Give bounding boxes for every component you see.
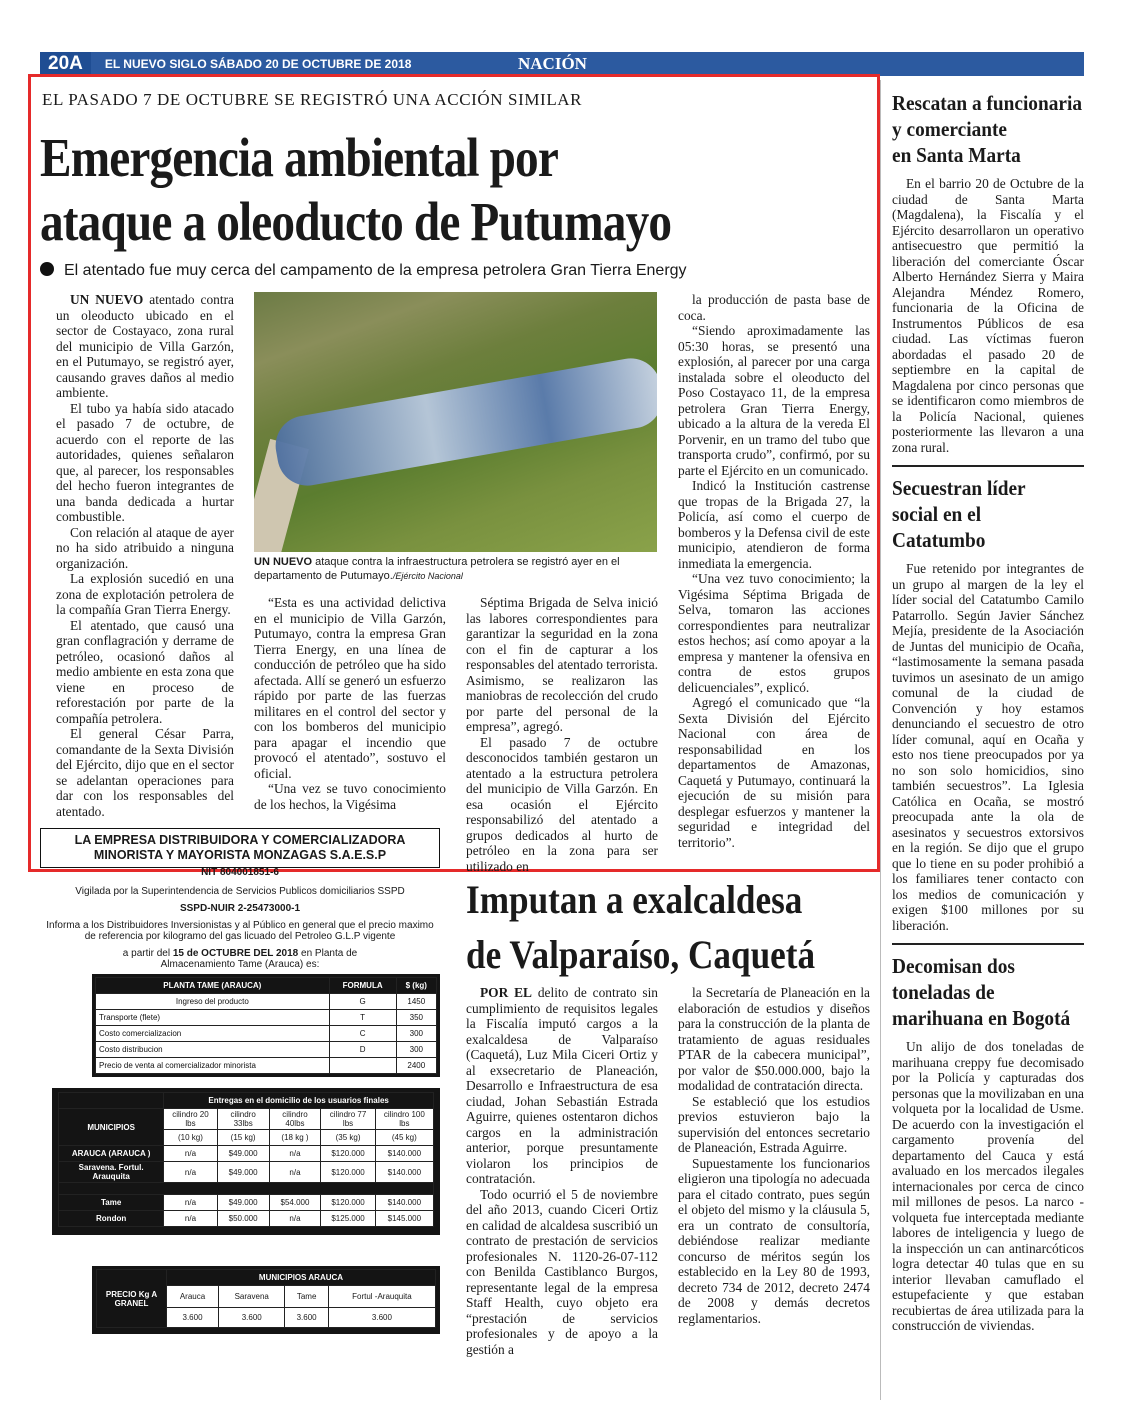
table-cell: cilindro 77 lbs	[321, 1109, 375, 1130]
table-cell: 1450	[396, 994, 436, 1010]
table-cell: Arauca	[167, 1286, 219, 1308]
table-cell: $50.000	[217, 1211, 269, 1227]
table-cell: 350	[396, 1010, 436, 1026]
paragraph: El atentado, que causó una gran conflagración y derrame de petróleo, ocasionó daños al medio ambiente en esta zona que viene en proceso de reforestación por parte de la compañía petrolera.	[56, 617, 234, 726]
table-row	[96, 994, 437, 1010]
sidebar-story-3	[892, 953, 1084, 1334]
table-cell	[329, 1058, 396, 1074]
ad-line-6: Almacenamiento Tame (Arauca) es:	[160, 959, 320, 970]
caption-lead: UN NUEVO	[254, 556, 313, 568]
paragraph: El general César Parra, comandante de la Sexta División del Ejército, dijo que en el sector se adelantan operaciones para dar con los responsables del atentado.	[56, 726, 234, 819]
table-row	[96, 1026, 437, 1042]
paragraph: El pasado 7 de octubre desconocidos también gestaron un atentado a la estructura petrolera del municipio de Villa Garzón. En esa ocasión el Ejército responsabilizó del atentado a grupos dedicados al hurto de petróleo en la zona para ser utilizado en	[466, 734, 658, 874]
table-cell: $120.000	[321, 1162, 375, 1183]
table-cell: 3.600	[328, 1308, 435, 1328]
table-cell: (15 kg)	[217, 1130, 269, 1146]
paragraph: la producción de pasta base de coca.	[678, 292, 870, 323]
sidebar-separator	[892, 943, 1084, 945]
table-cell: C	[329, 1026, 396, 1042]
table-cell: Saravena. Fortul. Arauquita	[59, 1162, 164, 1183]
table-cell: n/a	[269, 1162, 321, 1183]
paragraph: Séptima Brigada de Selva inició las labores correspondientes para garantizar la seguridad en la zona con el fin de capturar a los responsables del atentado terrorista. Asimismo, se realizaron las maniobras de recolección del crudo por parte del personal de la empresa”, agregó.	[466, 595, 658, 734]
table-cell	[59, 1183, 434, 1195]
table-cell: n/a	[164, 1211, 217, 1227]
paragraph: Todo ocurrió el 5 de noviembre del año 2013, cuando Ciceri Ortiz en calidad de alcaldesa suscribió un contrato de prestación de servicios profesionales N. 1120-26-07-112 con Benilda Castiblanco Burgos, representante legal de la empresa Staff Health, cuyo objeto era “prestación de servicios profesionales y de apoyo a la gestión a	[466, 1186, 658, 1357]
table-row	[96, 1010, 437, 1026]
table-cell: Saravena	[219, 1286, 285, 1308]
column-divider	[880, 80, 881, 1400]
table-cell: Tame	[285, 1286, 328, 1308]
table-cell: Costo comercializacion	[96, 1026, 330, 1042]
article-photo	[254, 292, 657, 552]
table-cell: cilindro 33lbs	[217, 1109, 269, 1130]
table-cell: $140.000	[375, 1146, 433, 1162]
sidebar-story-2	[892, 475, 1084, 933]
table-cell: $145.000	[375, 1211, 433, 1227]
table-cell: $125.000	[321, 1211, 375, 1227]
ad-heading-2: MINORISTA Y MAYORISTA MONZAGAS S.A.E.S.P	[93, 848, 387, 862]
ad-line-4: de referencia por kilogramo del gas licuado del Petroleo G.L.P vigente	[84, 931, 396, 942]
second-headline-line-1: Imputan a exalcaldesa	[466, 877, 803, 922]
table-cell: cilindro 20 lbs	[164, 1109, 217, 1130]
table-cell: Fortul -Arauquita	[328, 1286, 435, 1308]
sidebar-separator	[892, 465, 1084, 467]
paragraph: “Una vez tuvo conocimiento; la Vigésima Séptima Brigada de Selva, tomaron las acciones correspondientes para neutralizar estos hechos; así como apoyar a la empresa y mantener la ofensiva en contra de estos grupos delicuenciales”, explicó.	[678, 571, 870, 695]
table-cell: (18 kg )	[269, 1130, 321, 1146]
kicker: EL PASADO 7 DE OCTUBRE SE REGISTRÓ UNA ACCIÓN SIMILAR	[42, 90, 583, 109]
table-row	[59, 1195, 434, 1211]
table-row	[96, 1058, 437, 1074]
table-cell: FORMULA	[329, 978, 396, 994]
table-cell: cilindro 100 lbs	[375, 1109, 433, 1130]
second-headline-line-2: de Valparaíso, Caquetá	[466, 932, 816, 977]
article-column-4	[678, 292, 870, 850]
headline-line-1: Emergencia ambiental por	[40, 127, 558, 188]
ad-heading-1: LA EMPRESA DISTRIBUIDORA Y COMERCIALIZADORA	[74, 833, 406, 847]
table-cell: G	[329, 994, 396, 1010]
photo-oil-spill	[271, 354, 657, 491]
table-cell: ARAUCA (ARAUCA )	[59, 1146, 164, 1162]
page-number: 20A	[40, 52, 91, 76]
ad-line-3: Informa a los Distribuidores Inversionistas y al Público en general que el precio maximo	[46, 920, 434, 931]
paragraph: la Secretaría de Planeación en la elaboración de estudios y diseños para la construcción de la planta de tratamiento de aguas residuales PTAR de la cabecera municipal”, por valor de $50.000.000, bajo la modalidad de contratación directa.	[678, 985, 870, 1093]
ad-nit: NIT 804001851-6	[201, 867, 279, 878]
table-cell: Costo distribucion	[96, 1042, 330, 1058]
paragraph: La explosión sucedió en una zona de explotación petrolera de la compañía Gran Tierra Energy.	[56, 571, 234, 617]
sidebar-story-3-body: Un alijo de dos toneladas de marihuana creppy fue decomisado por la Policía y capturadas dos personas que la movilizaban en una volqueta por la localidad de Usme. De acuerdo con la investigación el cargamento provenía del departamento del Cauca y está avaluado en los mercados ilegales internacionales por cerca de cinco mil millones de pesos. La narco - volqueta fue interceptada mediante labores de inteligencia y luego de la inspección un can antinarcóticos logra detectar 40 tulas que en su interior llevaban camuflado el estupefaciente y que estaban recubiertas de área utilizada para la construcción de viviendas.	[892, 1039, 1084, 1333]
paper-date: EL NUEVO SIGLO SÁBADO 20 DE OCTUBRE DE 2018	[104, 57, 412, 71]
table-row	[59, 1162, 434, 1183]
sidebar-story-3-title: Decomisan dos toneladas de marihuana en Bogotá	[892, 954, 1071, 1030]
table-row	[96, 1042, 437, 1058]
price-table-1	[92, 974, 440, 1077]
ad-heading-box	[40, 828, 440, 868]
price-table-2	[52, 1088, 440, 1235]
paragraph: El tubo ya había sido atacado el pasado 7 de octubre, de acuerdo con el reporte de las autoridades, quienes señalaron que, al parecer, los responsables del hecho fueron integrantes de una banda dedicada a hurtar combustible.	[56, 400, 234, 524]
paragraph: Supuestamente los funcionarios eligieron una tipología no adecuada para el citado contrato, pues según el objeto del mismo y la cláusula 5, era un contrato de consultoría, debiéndose realizar mediante concurso de méritos según los establecido en la Ley 80 de 1993, decreto 734 de 2012, decreto 2474 de 2008 y demás decretos reglamentarios.	[678, 1155, 870, 1326]
photo-credit: /Ejército Nacional	[392, 571, 463, 581]
table-cell: (45 kg)	[375, 1130, 433, 1146]
headline-line-2: ataque a oleoducto de Putumayo	[40, 191, 672, 252]
table-cell: Rondon	[59, 1211, 164, 1227]
table-cell: Precio de venta al comercializador minorista	[96, 1058, 330, 1074]
table-row	[59, 1146, 434, 1162]
article-column-1	[56, 292, 234, 819]
table-cell: $49.000	[217, 1162, 269, 1183]
sidebar-story-1-body: En el barrio 20 de Octubre de la ciudad de Santa Marta (Magdalena), la Fiscalía y el Ejército desarrollaron un operativo antisecuestro que permitió la liberación del comerciante Óscar Alberto Hernández Sierra y Maira Alejandra Méndez Romero, funcionaria de la Oficina de Instrumentos Públicos de esa ciudad. Las víctimas fueron abordadas el pasado 20 de septiembre en la capital de Magdalena por cinco personas que se identificaron como miembros de la Policía Nacional, quienes posteriormente las llevaron a una zona rural.	[892, 176, 1084, 455]
subheadline	[40, 262, 687, 280]
ad-line-2: SSPD-NUIR 2-25473000-1	[179, 903, 301, 914]
table-cell: PRECIO Kg A GRANEL	[97, 1270, 167, 1328]
sidebar-story-2-body: Fue retenido por integrantes de un grupo al margen de la ley el líder social del Catatumbo Camilo Patarrollo. Según Javier Sánchez Mejía, presidente de la Asociación de Juntas del municipio de Ocaña, “lastimosamente la semana pasada tuvimos un asesinato de un amigo comunal de la ciudad de Convención y hoy estamos denunciando el secuestro de otro líder comunal, aquí en Ocaña y esto nos tiene preocupados por ya no son solo homicidios, sino también secuestros”. La Iglesia Católica en Ocaña, se mostró preocupada ante la ola de asesinatos y secuestros extorsivos en la región. Se dijo que el grupo que lo tiene en su poder prohibió a los familiares tener contacto con los medios de comunicación y exigen $100 millones por su liberación.	[892, 561, 1084, 933]
table-cell: $49.000	[217, 1146, 269, 1162]
table-cell: MUNICIPIOS ARAUCA	[167, 1270, 436, 1286]
article-column-3	[466, 595, 658, 874]
caption-text: ataque contra la infraestructura petrolera se registró ayer en el departamento de Putumayo.	[254, 556, 620, 582]
table-cell: (10 kg)	[164, 1130, 217, 1146]
table-cell: MUNICIPIOS	[59, 1109, 164, 1146]
paragraph: Se estableció que los estudios previos estuvieron bajo la supervisión del entonces secretario de Planeación, Estrada Aguirre.	[678, 1093, 870, 1155]
table-cell: 3.600	[285, 1308, 328, 1328]
table-cell: n/a	[164, 1162, 217, 1183]
sidebar	[892, 90, 1084, 1334]
table-cell: $120.000	[321, 1195, 375, 1211]
table-cell: n/a	[269, 1211, 321, 1227]
table-cell: Tame	[59, 1195, 164, 1211]
sidebar-story-1	[892, 90, 1084, 455]
table-cell: Transporte (flete)	[96, 1010, 330, 1026]
paragraph: Con relación al ataque de ayer no ha sido atribuido a ninguna organización.	[56, 524, 234, 571]
table-cell: 300	[396, 1026, 436, 1042]
table-cell: $140.000	[375, 1162, 433, 1183]
table-cell: $54.000	[269, 1195, 321, 1211]
article-column-2	[254, 595, 446, 812]
second-article-column-1	[466, 985, 658, 1357]
second-article-column-2	[678, 985, 870, 1326]
second-headline	[466, 872, 815, 982]
paragraph: POR EL delito de contrato sin cumplimiento de requisitos legales la Fiscalía imputó cargos a la exalcaldesa de Valparaíso (Caquetá), Luz Mila Ciceri Ortiz y al exsecretario de Planeación, Desarrollo e Infraestructura de esa ciudad, Johan Sebastián Estrada Aguirre, quienes ostentaron dichos cargos en la administración anterior, porque presuntamente violaron los principios de contratación.	[466, 985, 658, 1186]
table-cell: Entregas en el domicilio de los usuarios finales	[164, 1093, 434, 1109]
page-header	[40, 52, 1084, 76]
table-cell: $120.000	[321, 1146, 375, 1162]
paragraph: UN NUEVO atentado contra un oleoducto ubicado en el sector de Costayaco, zona rural del municipio de Villa Garzón, en el Putumayo, se registró ayer, causando graves daños al medio ambiente.	[56, 292, 235, 400]
table-cell: n/a	[164, 1195, 217, 1211]
table-cell: n/a	[164, 1146, 217, 1162]
paragraph: “Siendo aproximadamente las 05:30 horas, se presentó una explosión, al parecer por una carga instalada sobre el oleoducto del Poso Costayaco 11, de la empresa petrolera Gran Tierra Energy, ubicado a la altura de la vereda El Porvenir, en un tramo del tubo que transporta crudo”, confirmó, por su parte el Ejército en un comunicado.	[678, 323, 870, 478]
table-cell: (35 kg)	[321, 1130, 375, 1146]
ad-line-1: Vigilada por la Superintendencia de Servicios Publicos domiciliarios SSPD	[75, 886, 405, 897]
ad-line-5: a partir del 15 de OCTUBRE DEL 2018 en Planta de	[122, 948, 358, 959]
table-cell: T	[329, 1010, 396, 1026]
table-cell: cilindro 40lbs	[269, 1109, 321, 1130]
main-headline	[40, 126, 754, 254]
bullet-icon	[40, 262, 54, 276]
table-cell: 3.600	[167, 1308, 219, 1328]
table-cell: $49.000	[217, 1195, 269, 1211]
table-row	[59, 1211, 434, 1227]
table-cell: PLANTA TAME (ARAUCA)	[96, 978, 330, 994]
photo-caption	[254, 555, 657, 583]
table-cell: n/a	[269, 1146, 321, 1162]
gas-price-advertisement	[40, 828, 440, 970]
sidebar-story-1-title: Rescatan a funcionaria y comerciante en Santa Marta	[892, 91, 1082, 167]
table-cell: Ingreso del producto	[96, 994, 330, 1010]
table-cell: D	[329, 1042, 396, 1058]
paragraph: Indicó la Institución castrense que tropas de la Brigada 27, la Policía, así como el cuerpo de bomberos y la Defensa civil de este municipio, atendieron de forma inmediata la emergencia.	[678, 478, 870, 571]
price-table-3	[92, 1266, 440, 1334]
paragraph: “Una vez se tuvo conocimiento de los hechos, la Vigésima	[254, 781, 446, 812]
table-cell: 300	[396, 1042, 436, 1058]
section-name: NACIÓN	[518, 54, 587, 73]
table-cell	[59, 1093, 164, 1109]
sidebar-story-2-title: Secuestran líder social en el Catatumbo	[892, 476, 1026, 552]
table-cell: 3.600	[219, 1308, 285, 1328]
subheadline-text: El atentado fue muy cerca del campamento de la empresa petrolera Gran Tierra Energy	[64, 262, 687, 279]
table-cell: $140.000	[375, 1195, 433, 1211]
table-cell: $ (kg)	[396, 978, 436, 994]
table-cell: 2400	[396, 1058, 436, 1074]
paragraph: Agregó el comunicado que “la Sexta División del Ejército Nacional con área de responsabilidad en los departamentos de Amazonas, Caquetá y Putumayo, continuará la ejecución de su misión para desplegar esfuerzos y mantener la seguridad e integridad del territorio”.	[678, 695, 870, 850]
paragraph: “Esta es una actividad delictiva en el municipio de Villa Garzón, Putumayo, contra la empresa Gran Tierra Energy, en una línea de conducción de petróleo que ha sido afectada. Allí se generó un esfuerzo rápido por parte de las fuerzas militares en el control del sector y con los bomberos del municipio para apagar el incendio que provocó el atentado”, sostuvo el oficial.	[254, 595, 446, 781]
